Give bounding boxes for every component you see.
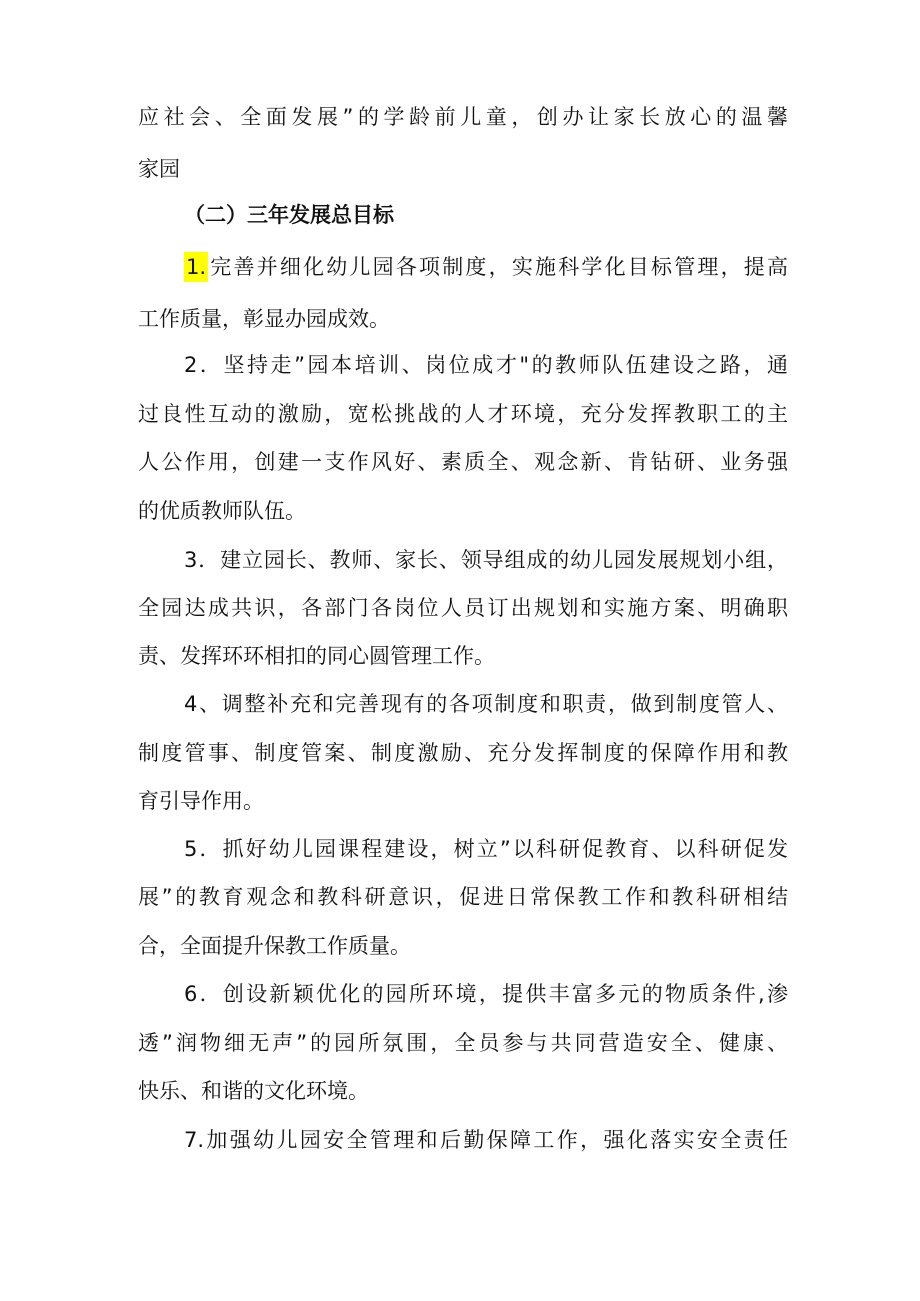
goal-item-2-line-2: 过良性互动的激励，宽松挑战的人才环境，充分发挥教职工的主 — [138, 402, 788, 426]
goal-item-2-line-3: 人公作用，创建一支作风好、素质全、观念新、肯钻研、业务强 — [138, 450, 788, 474]
goal-item-4-line-1: 4、调整补充和完善现有的各项制度和职责，做到制度管人、 — [184, 692, 788, 716]
goal-item-6-line-1: 6．创设新颖优化的园所环境，提供丰富多元的物质条件,渗 — [184, 982, 788, 1006]
highlighted-number: 1. — [184, 252, 208, 282]
goal-item-5-line-2: 展”的教育观念和教科研意识，促进日常保教工作和教科研相结 — [138, 885, 788, 909]
goal-item-2-line-4: 的优质教师队伍。 — [138, 499, 306, 523]
goal-item-3-line-3: 责、发挥环环相扣的同心圆管理工作。 — [138, 644, 495, 668]
intro-line-1: 应社会、全面发展”的学龄前儿童，创办让家长放心的温馨 — [138, 105, 788, 129]
goal-item-2-line-1: 2．坚持走”园本培训、岗位成才"的教师队伍建设之路，通 — [184, 353, 788, 377]
goal-item-3-line-1: 3．建立园长、教师、家长、领导组成的幼儿园发展规划小组， — [184, 548, 788, 572]
intro-line-2: 家园 — [138, 157, 180, 181]
goal-item-1-text: 完善并细化幼儿园各项制度，实施科学化目标管理，提高 — [208, 255, 788, 279]
goal-item-6-line-2: 透”润物细无声”的园所氛围，全员参与共同营造安全、健康、 — [138, 1031, 788, 1055]
goal-item-1-line-2: 工作质量，彰显办园成效。 — [138, 307, 390, 331]
goal-item-5-line-1: 5．抓好幼儿园课程建设，树立”以科研促教育、以科研促发 — [184, 837, 788, 861]
goal-item-4-line-2: 制度管事、制度管案、制度激励、充分发挥制度的保障作用和教 — [138, 741, 788, 765]
goal-item-3-line-2: 全园达成共识，各部门各岗位人员订出规划和实施方案、明确职 — [138, 596, 788, 620]
goal-item-5-line-3: 合，全面提升保教工作质量。 — [138, 934, 411, 958]
goal-item-4-line-3: 育引导作用。 — [138, 789, 264, 813]
goal-item-1-line-1 — [184, 252, 788, 282]
goal-item-6-line-3: 快乐、和谐的文化环境。 — [138, 1079, 369, 1103]
goal-item-7-line-1: 7.加强幼儿园安全管理和后勤保障工作，强化落实安全责任 — [184, 1128, 788, 1152]
section-heading: （二）三年发展总目标 — [184, 203, 394, 227]
